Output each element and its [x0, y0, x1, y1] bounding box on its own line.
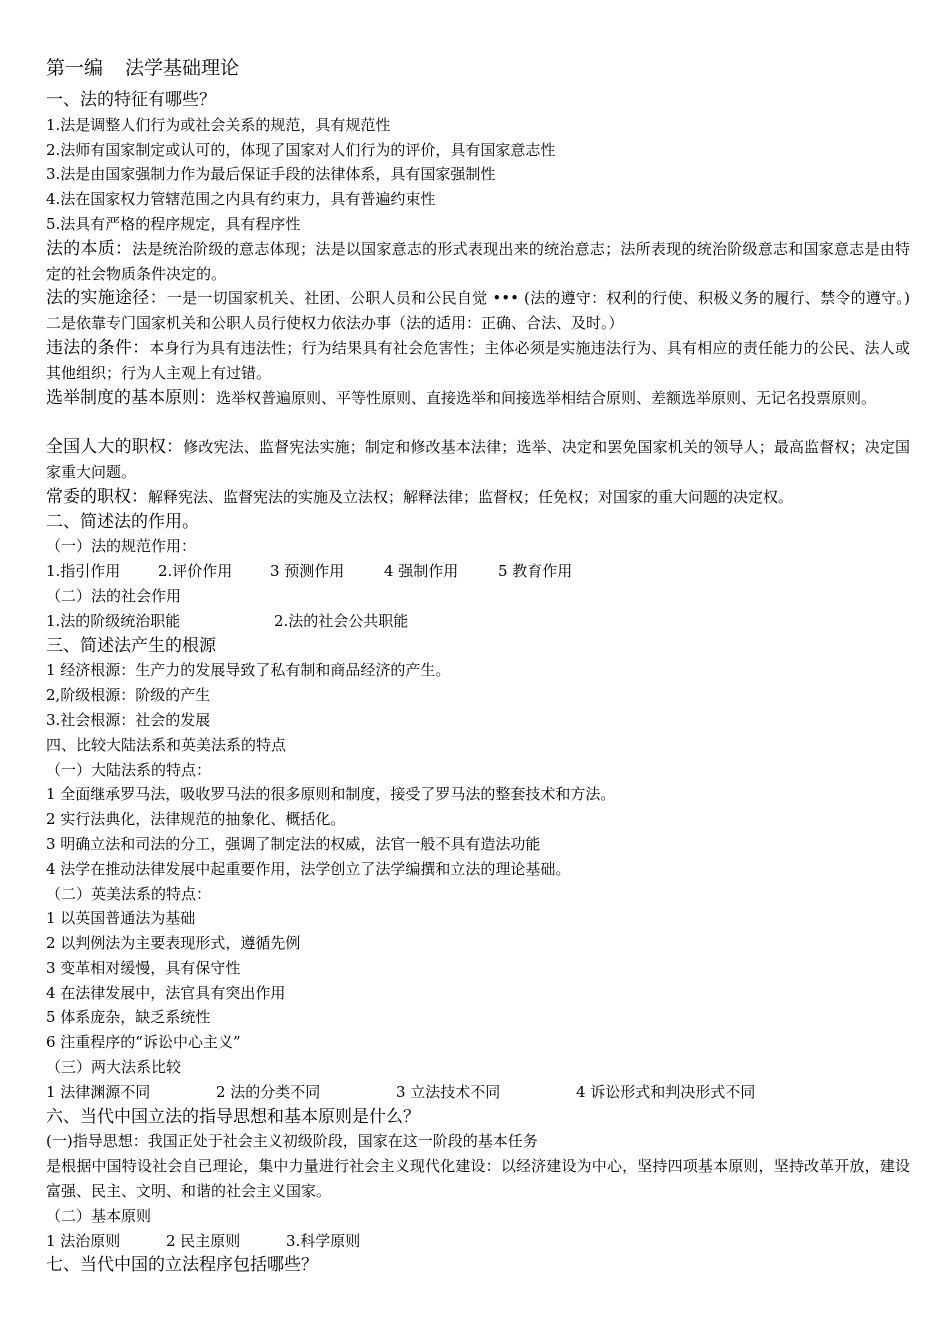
list-item: 3.社会根源：社会的发展 — [46, 710, 211, 729]
list-item: 6 注重程序的“诉讼中心主义” — [46, 1033, 241, 1052]
term-paragraph-committee-powers — [46, 485, 910, 510]
page-title — [46, 52, 910, 84]
list-item: 3.科学原则 — [286, 1231, 361, 1250]
list-item: 2 以判例法为主要表现形式，遵循先例 — [46, 934, 301, 953]
part-label: 第一编 — [46, 57, 104, 79]
inline-list — [46, 609, 910, 634]
term-label: 违法的条件： — [46, 337, 150, 358]
list-item: 5.法具有严格的程序规定，具有程序性 — [46, 214, 301, 233]
list-item: 1 以英国普通法为基础 — [46, 909, 196, 928]
subheading: （一）大陆法系的特点： — [46, 760, 212, 779]
term-paragraph-election — [46, 386, 910, 436]
list-item: 1 法律渊源不同 — [46, 1082, 151, 1101]
subheading: （二）法的社会作用 — [46, 586, 182, 605]
list-item: 1 法治原则 — [46, 1231, 121, 1250]
term-text: 修改宪法、监督宪法实施；制定和修改基本法律；选举、决定和罢免国家机关的领导人；最高监督权；决定国家重大问题。 — [46, 438, 910, 481]
list-item: 2 法的分类不同 — [216, 1082, 321, 1101]
part-name: 法学基础理论 — [125, 57, 240, 79]
term-paragraph-violation — [46, 336, 910, 386]
list-item: 3 立法技术不同 — [396, 1082, 501, 1101]
list-item: 5 教育作用 — [498, 562, 573, 581]
term-text: 解释宪法、监督宪法的实施及立法权；解释法律；监督权；任免权；对国家的重大问题的决定权。 — [148, 487, 794, 506]
section-heading-4: 四、比较大陆法系和英美法系的特点 — [46, 735, 287, 754]
list-item: 3 变革相对缓慢，具有保守性 — [46, 958, 241, 977]
list-item: 2.法的社会公共职能 — [274, 611, 409, 630]
list-item: 2 民主原则 — [166, 1231, 241, 1250]
term-paragraph-implementation — [46, 286, 910, 336]
list-item: 4 强制作用 — [384, 562, 459, 581]
list-item: 3.法是由国家强制力作为最后保证手段的法律体系，具有国家强制性 — [46, 165, 496, 184]
guide-paragraph: 是根据中国特设社会自已理论，集中力量进行社会主义现代化建设：以经济建设为中心，坚持四项基本原则，坚持改革开放，建设富强、民主、文明、和谐的社会主义国家。 — [46, 1157, 910, 1201]
document-page — [46, 52, 910, 1278]
list-item: 4 诉讼形式和判决形式不同 — [576, 1082, 756, 1101]
term-text: 选举权普遍原则、平等性原则、直接选举和间接选举相结合原则、差额选举原则、无记名投票原则。 — [216, 388, 877, 407]
inline-list — [46, 1229, 910, 1254]
list-item: 1.法的阶级统治职能 — [46, 611, 181, 630]
section-heading-3: 三、简述法产生的根源 — [46, 635, 216, 656]
list-item: 1.指引作用 — [46, 562, 121, 581]
list-item: 5 体系庞杂，缺乏系统性 — [46, 1008, 211, 1027]
list-item: 3 明确立法和司法的分工，强调了制定法的权威，法官一般不具有造法功能 — [46, 834, 541, 853]
inline-list — [46, 559, 910, 584]
term-label: 全国人大的职权： — [46, 437, 184, 458]
list-item: 1 经济根源：生产力的发展导致了私有制和商品经济的产生。 — [46, 661, 451, 680]
subheading: （二）英美法系的特点： — [46, 884, 212, 903]
list-item: 4 在法律发展中，法官具有突出作用 — [46, 983, 286, 1002]
term-label: 常委的职权： — [46, 486, 148, 507]
list-item: 4.法在国家权力管辖范围之内具有约束力，具有普遍约束性 — [46, 190, 436, 209]
list-item: 2 实行法典化，法律规范的抽象化、概括化。 — [46, 810, 346, 829]
list-item: 1 全面继承罗马法，吸收罗马法的很多原则和制度，接受了罗马法的整套技术和方法。 — [46, 785, 616, 804]
section-heading-1: 一、法的特征有哪些？ — [46, 90, 216, 110]
term-label: 法的本质： — [46, 238, 133, 259]
inline-list — [46, 1080, 910, 1105]
section-heading-7: 七、当代中国的立法程序包括哪些？ — [46, 1255, 318, 1276]
term-label: 选举制度的基本原则： — [46, 387, 216, 408]
term-text: 法是统治阶级的意志体现；法是以国家意志的形式表现出来的统治意志；法所表现的统治阶级意志和国家意志是由特定的社会物质条件决定的。 — [46, 239, 910, 283]
list-item: 2.法师有国家制定或认可的，体现了国家对人们行为的评价，具有国家意志性 — [46, 140, 556, 159]
term-paragraph-npc-powers — [46, 435, 910, 485]
term-text: 一是一切国家机关、社团、公职人员和公民自觉 ••• (法的遵守：权利的行使、积极义务的履行、禁令的遵守。) 二是依靠专门国家机关和公职人员行使权力依法办事（法的适用：正确、合法、及时。） — [46, 289, 910, 333]
section-heading-2: 二、简述法的作用。 — [46, 511, 199, 532]
term-text: 本身行为具有违法性；行为结果具有社会危害性；主体必须是实施违法行为、具有相应的责任能力的公民、法人或其他组织；行为人主观上有过错。 — [46, 338, 910, 382]
subheading: （二）基本原则 — [46, 1206, 152, 1225]
term-label: 法的实施途径： — [46, 288, 167, 309]
subheading: （三）两大法系比较 — [46, 1058, 182, 1077]
list-item: 2.评价作用 — [158, 562, 233, 581]
list-item: 2,阶级根源：阶级的产生 — [46, 686, 211, 705]
section-heading-6: 六、当代中国立法的指导思想和基本原则是什么？ — [46, 1106, 420, 1127]
subheading: （一）法的规范作用： — [46, 537, 197, 556]
term-paragraph-nature — [46, 237, 910, 287]
guide-line: (一)指导思想：我国正处于社会主义初级阶段，国家在这一阶段的基本任务 — [46, 1132, 538, 1151]
list-item: 1.法是调整人们行为或社会关系的规范，具有规范性 — [46, 115, 391, 134]
list-item: 4 法学在推动法律发展中起重要作用，法学创立了法学编撰和立法的理论基础。 — [46, 859, 571, 878]
list-item: 3 预测作用 — [270, 562, 345, 581]
